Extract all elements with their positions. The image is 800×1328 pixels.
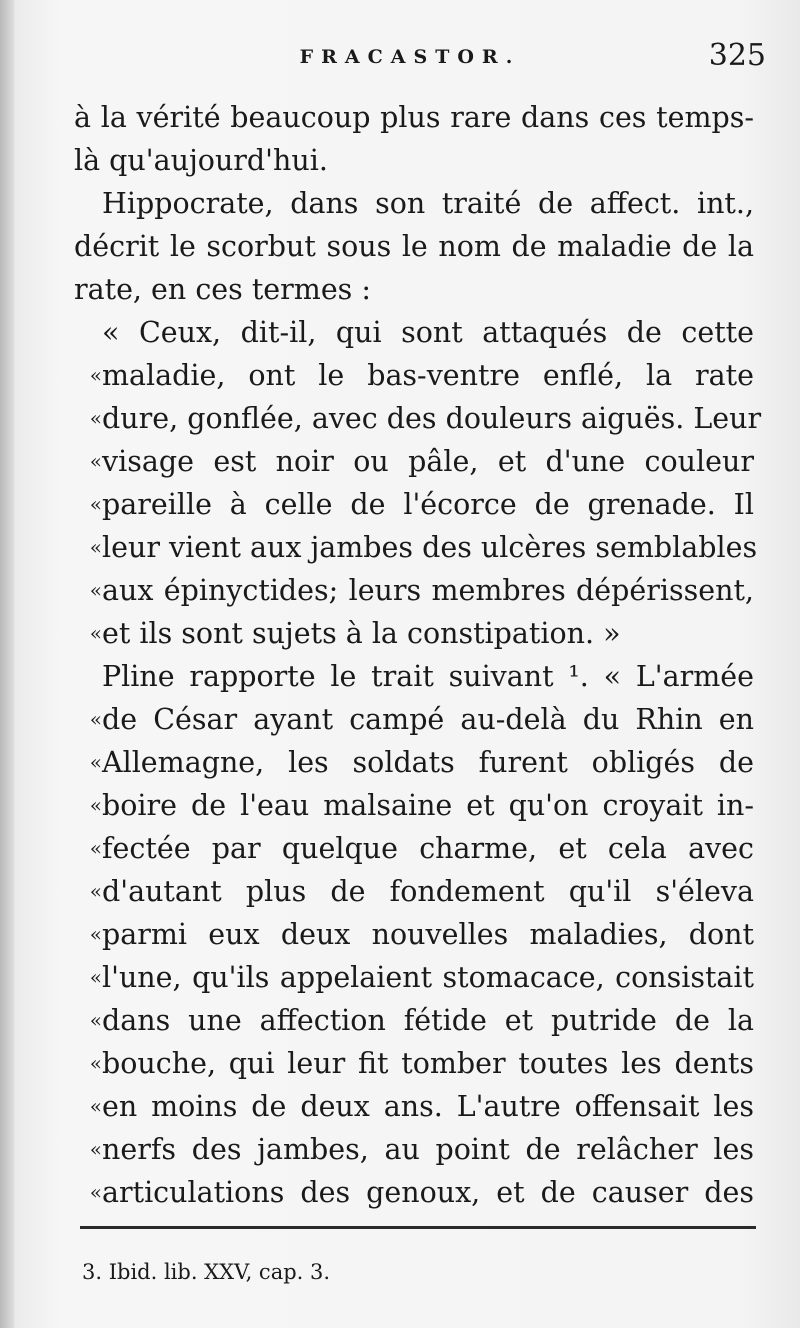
text-line: boire de l'eau malsaine et qu'on croyait in- xyxy=(102,789,754,822)
text-line: fectée par quelque charme, et cela avec xyxy=(102,832,754,865)
quote-mark: « xyxy=(89,406,102,430)
text-line: « Ceux, dit-il, qui sont attaqués de cette xyxy=(102,316,754,349)
footnote-rule xyxy=(80,1226,756,1229)
text-line: rate, en ces termes : xyxy=(74,273,371,306)
text-line: aux épinyctides; leurs membres dépérissent, xyxy=(102,574,754,607)
quote-mark: « xyxy=(89,922,102,946)
quote-mark: « xyxy=(89,750,102,774)
text-line-content: Hippocrate, dans son traité de affect. int., xyxy=(102,187,754,220)
text-line xyxy=(74,182,754,225)
text-line: bouche, qui leur fit tomber toutes les dents xyxy=(102,1047,754,1080)
quote-mark: « xyxy=(89,1008,102,1032)
quote-mark: « xyxy=(89,1137,102,1161)
text-line: Pline rapporte le trait suivant ¹. « L'armée xyxy=(102,660,754,693)
quote-mark: « xyxy=(89,707,102,731)
quote-mark: « xyxy=(89,793,102,817)
quote-mark: « xyxy=(89,449,102,473)
running-title: FRACASTOR. xyxy=(299,46,521,68)
page-number: 325 xyxy=(708,38,766,73)
text-line: là qu'aujourd'hui. xyxy=(74,144,328,177)
text-line: décrit le scorbut sous le nom de maladie de la xyxy=(74,230,754,263)
quote-mark: « xyxy=(89,578,102,602)
quote-mark: « xyxy=(89,363,102,387)
quote-mark: « xyxy=(89,1051,102,1075)
text-line: Allemagne, les soldats furent obligés de xyxy=(102,746,754,779)
quote-mark: « xyxy=(89,492,102,516)
quote-mark: « xyxy=(89,1094,102,1118)
text-line: à la vérité beaucoup plus rare dans ces temps- xyxy=(74,101,754,134)
text-line: d'autant plus de fondement qu'il s'éleva xyxy=(102,875,754,908)
page-gutter-shadow xyxy=(0,0,14,1328)
text-line: dure, gonflée, avec des douleurs aiguës. Leur xyxy=(102,402,762,435)
quote-mark: « xyxy=(89,621,102,645)
quote-mark: « xyxy=(89,836,102,860)
text-line: parmi eux deux nouvelles maladies, dont xyxy=(102,918,754,951)
text-line: dans une affection fétide et putride de la xyxy=(102,1004,754,1037)
text-line: pareille à celle de l'écorce de grenade. Il xyxy=(102,488,754,521)
footnote: 3. Ibid. lib. XXV, cap. 3. xyxy=(82,1260,331,1284)
text-line: nerfs des jambes, au point de relâcher les xyxy=(102,1133,754,1166)
text-line: de César ayant campé au-delà du Rhin en xyxy=(102,703,754,736)
text-line: leur vient aux jambes des ulcères semblables xyxy=(102,531,758,564)
text-line: et ils sont sujets à la constipation. » xyxy=(102,617,621,650)
text-line: visage est noir ou pâle, et d'une couleur xyxy=(102,445,754,478)
quote-mark: « xyxy=(89,535,102,559)
text-line: maladie, ont le bas-ventre enflé, la rate xyxy=(102,359,754,392)
quote-mark: « xyxy=(89,965,102,989)
quote-mark: « xyxy=(89,1180,102,1204)
text-line: articulations des genoux, et de causer des xyxy=(102,1176,754,1209)
text-line: l'une, qu'ils appelaient stomacace, consistait xyxy=(102,961,754,994)
quote-mark: « xyxy=(89,879,102,903)
text-line: en moins de deux ans. L'autre offensait les xyxy=(102,1090,754,1123)
